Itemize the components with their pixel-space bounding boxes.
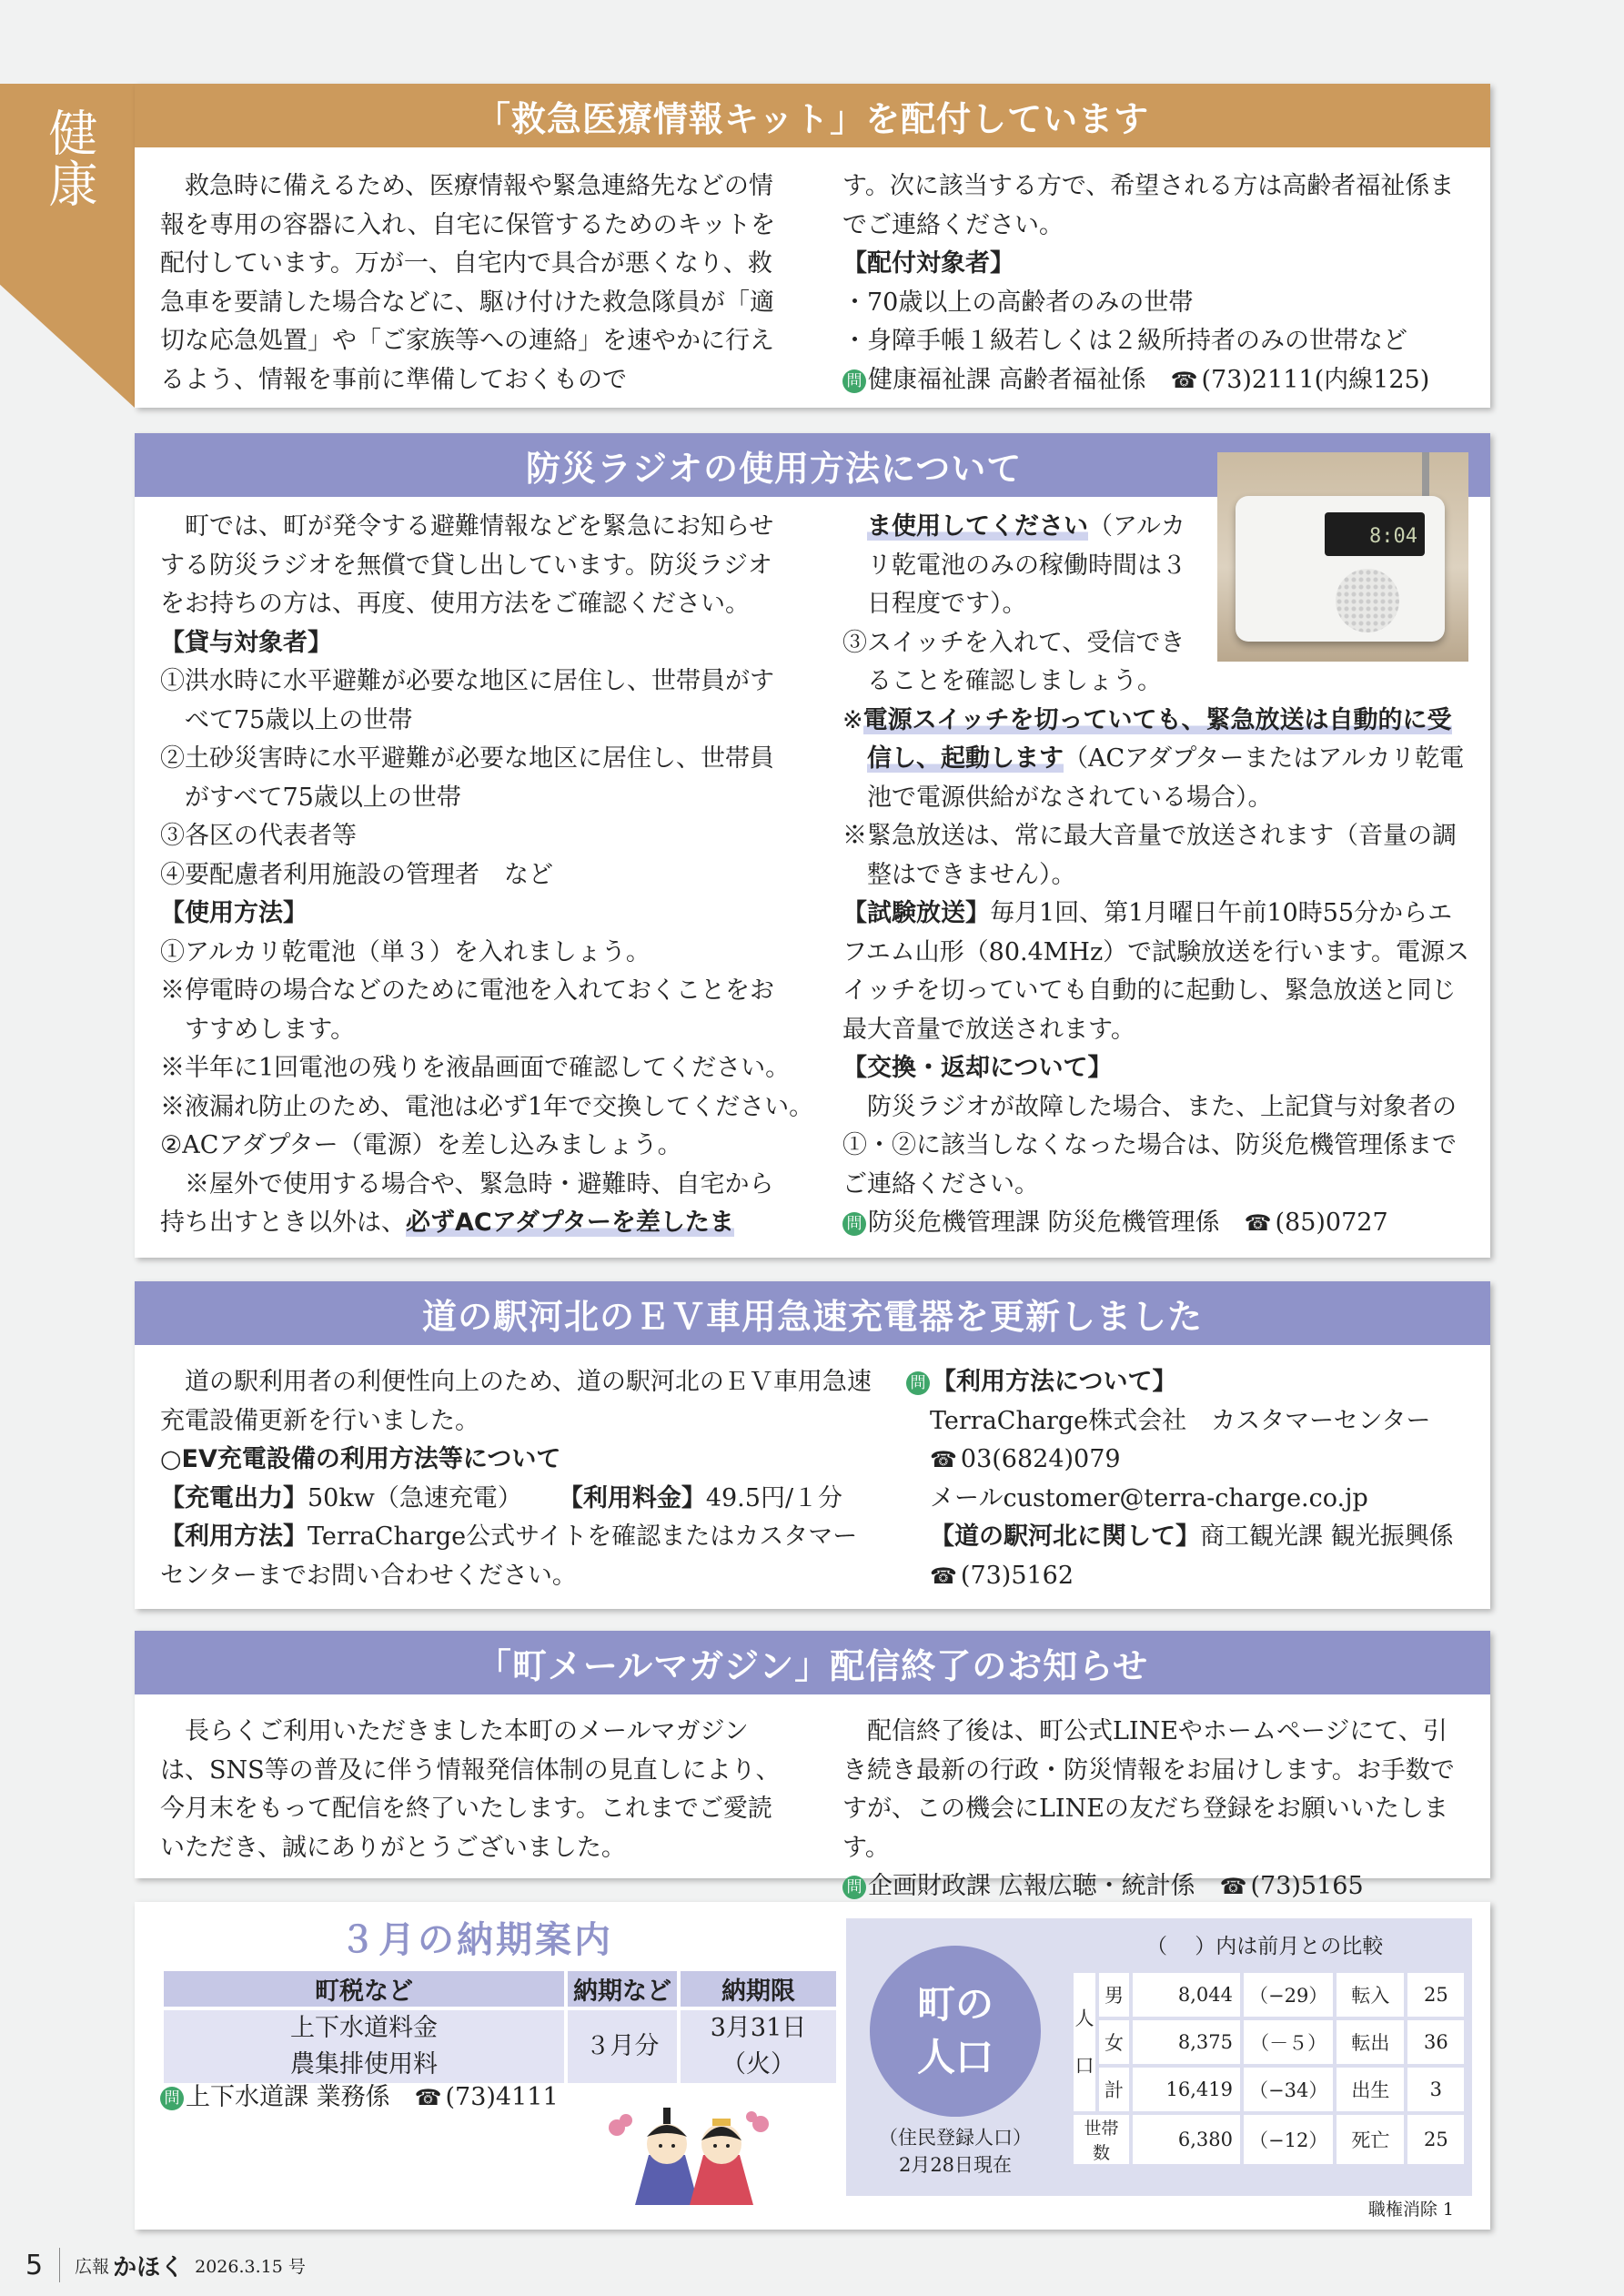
pop-move-value: 25 [1407, 2115, 1464, 2164]
radio-use-1-note3: ※液漏れ防止のため、電池は必ず1年で交換してください。 [160, 1092, 814, 1121]
pop-move-label: 転出 [1337, 2020, 1404, 2064]
ev-article [135, 1281, 1490, 1609]
pop-move-label: 出生 [1337, 2068, 1404, 2111]
population-badge [870, 1946, 1041, 2117]
due-header-period: 納期など [568, 1971, 677, 2007]
kit-tel: (73)2111(内線125) [1201, 365, 1430, 394]
kit-target-1: ・70歳以上の高齢者のみの世帯 [842, 288, 1194, 317]
due-deadline: 3月31日（火） [681, 2010, 836, 2083]
ev-r-contact2: 商工観光課 観光振興係 [1200, 1522, 1454, 1551]
population-row-households [1074, 2115, 1464, 2164]
footer-divider [59, 2248, 60, 2282]
phone-icon: ☎ [930, 1447, 957, 1472]
ev-michi [906, 1518, 1479, 1557]
ev-how-head: 【利用方法】 [160, 1522, 308, 1551]
ev-r-tel: 03(6824)079 [960, 1445, 1121, 1473]
radio-title-text: 防災ラジオの使用方法について [526, 448, 1023, 489]
ev-how-value: TerraCharge公式サイトを確認またはカスタマーセンターまでお問い合わせください。 [160, 1522, 858, 1590]
ev-sub-head: ○EV充電設備の利用方法等について [160, 1445, 561, 1473]
hina-dolls-illustration [599, 2100, 781, 2210]
radio-device [1236, 496, 1445, 642]
radio-swap-text: 防災ラジオが故障した場合、また、上記貸与対象者の①・②に該当しなくなった場合は、防災危機管理係までご連絡ください。 [842, 1092, 1457, 1199]
phone-icon: ☎ [1170, 367, 1198, 393]
ev-right [906, 1363, 1479, 1595]
pop-value: 6,380 [1133, 2115, 1240, 2164]
inquiry-icon: 問 [842, 1212, 866, 1236]
radio-swap-head: 【交換・返却について】 [842, 1054, 1113, 1082]
population-row-female [1074, 2020, 1464, 2064]
ev-r-head2: 【道の駅河北に関して】 [930, 1522, 1200, 1551]
radio-use-1: ①アルカリ乾電池（単３）を入れましょう。 [160, 937, 651, 966]
ev-inquiry-head [906, 1363, 1479, 1402]
population-badge-text: 町の人口 [916, 1982, 994, 2079]
radio-use-2-note-a: ※屋外で使用する場合や、緊急時・避難時、自宅から持ち出すとき以外は、 [160, 1169, 774, 1237]
radio-lend-2: ②土砂災害時に水平避難が必要な地区に居住し、世帯員がすべて75歳以上の世帯 [160, 744, 774, 812]
kit-contact-dept: 健康福祉課 高齢者福祉係 [868, 365, 1171, 394]
due-title: ３月の納期案内 [339, 1919, 613, 1961]
radio-note-a-mark: ※ [842, 705, 863, 734]
due-header-tax: 町税など [164, 1971, 564, 2007]
ev-fee-head: 【利用料金】 [570, 1483, 706, 1512]
ev-left [160, 1363, 879, 1595]
due-table [160, 1967, 840, 2087]
publication-name: かほく [113, 2253, 185, 2281]
info-panel [135, 1902, 1490, 2230]
ev-title: 道の駅河北のＥＶ車用急速充電器を更新しました [135, 1281, 1490, 1345]
radio-photo [1217, 452, 1468, 662]
population-extra-note: 職権消除 1 [1367, 2200, 1454, 2220]
due-item-2: 農集排使用料 [290, 2050, 438, 2079]
population-row-total [1074, 2068, 1464, 2111]
radio-use-1-note1: ※停電時の場合などのために電池を入れておくことをおすすめします。 [160, 976, 774, 1044]
kit-contact [842, 361, 1470, 400]
phone-icon: ☎ [1244, 1210, 1272, 1236]
pop-diff: （−34） [1244, 2068, 1333, 2111]
due-contact-dept: 上下水道課 業務係 [186, 2083, 415, 2111]
pop-label: 世帯数 [1074, 2115, 1129, 2164]
kit-right [842, 167, 1470, 400]
population-note: （ ）内は前月との比較 [1146, 1935, 1384, 1958]
phone-icon: ☎ [930, 1563, 957, 1589]
pop-move-value: 36 [1407, 2020, 1464, 2064]
due-row [164, 2010, 836, 2083]
radio-test-text: 毎月1回、第1月曜日午前10時55分からエフエム山形（80.4MHz）で試験放送を行います。電源スイッチを切っていても自動的に起動し、緊急放送と同じ最大音量で放送されます。 [842, 899, 1470, 1044]
radio-note-a [842, 702, 1476, 818]
radio-intro: 町では、町が発令する避難情報などを緊急にお知らせする防災ラジオを無償で貸し出しています。防災ラジオをお持ちの方は、再度、使用方法をご確認ください。 [160, 512, 774, 618]
radio-note-b: ※緊急放送は、常に最大音量で放送されます（音量の調整はできません）。 [842, 822, 1457, 889]
pop-value: 8,375 [1133, 2020, 1240, 2064]
population-side-2: 口 [1074, 2055, 1094, 2077]
pop-move-value: 3 [1407, 2068, 1464, 2111]
ev-r-head: 【利用方法について】 [932, 1368, 1177, 1396]
page-footer [25, 2248, 306, 2282]
radio-use-2-note [160, 1166, 788, 1243]
kit-right-text: す。次に該当する方で、希望される方は高齢者福祉係までご連絡ください。 [842, 172, 1455, 239]
population-side-1: 人 [1074, 2008, 1094, 2029]
inquiry-icon: 問 [906, 1371, 930, 1395]
radio-test-head: 【試験放送】 [842, 899, 990, 927]
pop-label: 計 [1099, 2068, 1129, 2111]
population-sub1: （住民登録人口） [879, 2127, 1032, 2149]
mail-right [842, 1713, 1470, 1907]
population-row-male [1074, 1973, 1464, 2017]
due-header-deadline: 納期限 [681, 1971, 836, 2007]
pop-label: 男 [1099, 1973, 1129, 2017]
issue-date: 2026.3.15 号 [195, 2256, 306, 2277]
due-header-row [164, 1971, 836, 2007]
ev-how [160, 1518, 879, 1595]
pop-label: 女 [1099, 2020, 1129, 2064]
publication-label: 広報 [75, 2256, 110, 2277]
radio-use-2-cont [842, 508, 1188, 624]
mail-contact [842, 1867, 1470, 1907]
pop-move-label: 転入 [1337, 1973, 1404, 2017]
population-side-label [1074, 1973, 1095, 2111]
population-panel [846, 1918, 1472, 2196]
radio-tel: (85)0727 [1275, 1209, 1388, 1237]
due-tel: (73)4111 [445, 2083, 559, 2111]
ev-company-mail: メールcustomer@terra-charge.co.jp [930, 1483, 1368, 1512]
radio-lend-1: ①洪水時に水平避難が必要な地区に居住し、世帯員がすべて75歳以上の世帯 [160, 667, 774, 734]
pop-value: 8,044 [1133, 1973, 1240, 2017]
radio-use-head: 【使用方法】 [160, 899, 308, 927]
inquiry-icon: 問 [842, 369, 866, 393]
pop-move-value: 25 [1407, 1973, 1464, 2017]
pop-diff: （−29） [1244, 1973, 1333, 2017]
inquiry-icon: 問 [842, 1876, 866, 1899]
radio-use-2-note-c: ま使用してください [867, 512, 1088, 541]
radio-use-3: ③スイッチを入れて、受信できることを確認しましょう。 [842, 628, 1185, 695]
radio-lend-head: 【貸与対象者】 [160, 628, 332, 657]
radio-left [160, 508, 814, 1243]
ev-output-fee [160, 1480, 879, 1519]
population-table [1070, 1969, 1468, 2168]
mail-article [135, 1631, 1490, 1900]
ev-output-head: 【充電出力】 [160, 1483, 308, 1512]
ev-r-tel2: (73)5162 [960, 1561, 1074, 1590]
ev-michi-tel [906, 1557, 1479, 1596]
kit-left-text: 救急時に備えるため、医療情報や緊急連絡先などの情報を専用の容器に入れ、自宅に保管するためのキットを配付しています。万が一、自宅内で具合が悪くなり、救急車を要請した場合などに、駆け付けた救急隊員が「適切な応急処置」や「ご家族等への連絡」を速やかに行えるよう、情報を事前に準備しておくもので [160, 172, 776, 394]
kit-target-head: 【配付対象者】 [842, 249, 1014, 278]
ev-fee-value: 49.5円/１分 [705, 1483, 843, 1512]
due-item-1: 上下水道料金 [290, 2014, 438, 2042]
pop-diff: （−12） [1244, 2115, 1333, 2164]
inquiry-icon: 問 [160, 2087, 184, 2110]
ev-output-value: 50kw（急速充電） [308, 1483, 535, 1512]
ev-company: TerraCharge株式会社 カスタマーセンター [930, 1406, 1431, 1435]
ev-company-tel [906, 1441, 1479, 1480]
mail-contact-dept: 企画財政課 広報広聴・統計係 [868, 1872, 1220, 1900]
mail-title: 「町メールマガジン」配信終了のお知らせ [135, 1631, 1490, 1694]
radio-note-a-rest: （ACアダプターまたはアルカリ乾電池で電源供給がなされている場合）。 [867, 744, 1465, 812]
pop-move-label: 死亡 [1337, 2115, 1404, 2164]
category-label: 健康 [41, 107, 98, 209]
radio-use-2-note-b: 必ずACアダプターを差したま [406, 1209, 734, 1237]
radio-lend-4: ④要配慮者利用施設の管理者 など [160, 860, 553, 889]
radio-speaker [1336, 569, 1399, 632]
radio-display: 8:04 [1325, 512, 1425, 556]
due-contact [160, 2077, 559, 2112]
due-item [164, 2010, 564, 2083]
phone-icon: ☎ [414, 2085, 442, 2110]
kit-article [135, 84, 1490, 408]
radio-contact [842, 1204, 1476, 1243]
radio-lend-3: ③各区の代表者等 [160, 822, 357, 850]
radio-use-2-note-d: （アルカリ乾電池のみの稼働時間は３日程度です）。 [867, 512, 1186, 618]
radio-use-2: ②ACアダプター（電源）を差し込みましょう。 [160, 1131, 682, 1159]
ev-intro: 道の駅利用者の利便性向上のため、道の駅河北のＥＶ車用急速充電設備更新を行いました。 [160, 1368, 872, 1435]
page-number: 5 [25, 2249, 44, 2281]
radio-use-1-note2: ※半年に1回電池の残りを液晶画面で確認してください。 [160, 1054, 791, 1082]
radio-contact-dept: 防災危機管理課 防災危機管理係 [868, 1209, 1245, 1237]
pop-value: 16,419 [1133, 2068, 1240, 2111]
mail-tel: (73)5165 [1250, 1872, 1364, 1900]
mail-right-text: 配信終了後は、町公式LINEやホームページにて、引き続き最新の行政・防災情報をお届けします。お手数ですが、この機会にLINEの友だち登録をお願いいたします。 [842, 1717, 1455, 1862]
pop-diff: （－５） [1244, 2020, 1333, 2064]
radio-note-a-bold: 電源スイッチを切っていても、緊急放送は自動的に受信し、起動します [862, 705, 1452, 773]
phone-icon: ☎ [1219, 1874, 1247, 1899]
mail-left-text: 長らくご利用いただきました本町のメールマガジンは、SNS等の普及に伴う情報発信体制の見直しにより、今月末をもって配信を終了いたします。これまでご愛読いただき、誠にありがとうございました。 [160, 1717, 781, 1862]
radio-test [842, 895, 1476, 1049]
kit-title: 「救急医療情報キット」を配付しています [135, 84, 1490, 147]
population-sub2: 2月28日現在 [898, 2154, 1013, 2176]
due-period: ３月分 [568, 2010, 677, 2083]
kit-target-2: ・身障手帳１級若しくは２級所持者のみの世帯など [842, 327, 1407, 355]
